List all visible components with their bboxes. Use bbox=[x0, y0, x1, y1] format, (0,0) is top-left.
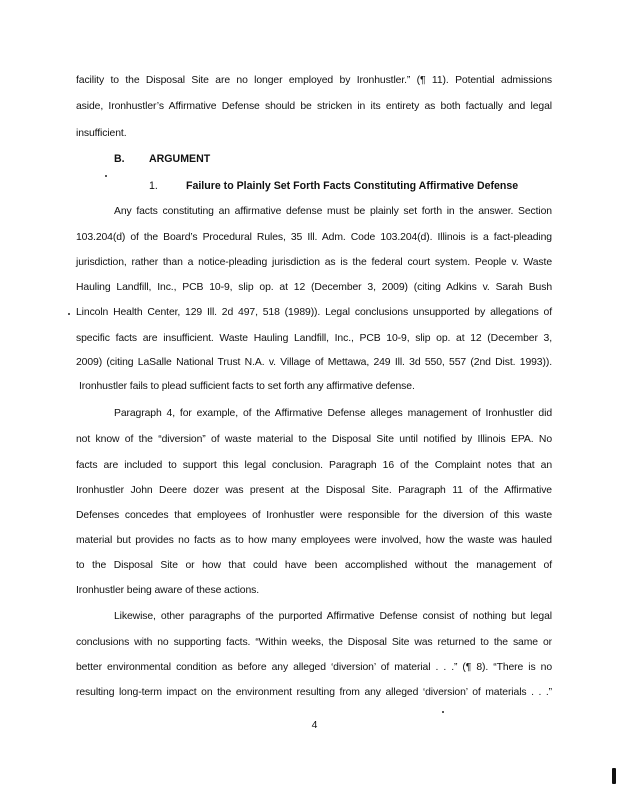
subsection-title: Failure to Plainly Set Forth Facts Constituting Affirmative Defense bbox=[186, 180, 519, 192]
para3-line-4: resulting long-term impact on the environment resulting from any alleged ‘diversion’ of materials . . .” bbox=[76, 687, 552, 698]
intro-line-2: aside, Ironhustler’s Affirmative Defense should be stricken in its entirety as both factually and legal bbox=[76, 101, 552, 112]
para2-line-1: Paragraph 4, for example, of the Affirmative Defense alleges management of Ironhustler did bbox=[114, 408, 552, 419]
intro-line-1: facility to the Disposal Site are no longer employed by Ironhustler.” (¶ 11). Potential admissions bbox=[76, 75, 552, 86]
para1-line-2: 103.204(d) of the Board’s Procedural Rules, 35 Ill. Adm. Code 103.204(d). Illinois is a fact-pleading bbox=[76, 232, 552, 243]
para3-line-2: conclusions with no supporting facts. “Within weeks, the Disposal Site was returned to the same or bbox=[76, 637, 552, 648]
scan-edge-mark bbox=[612, 768, 616, 784]
para2-line-2: not know of the “diversion” of waste material to the Disposal Site until notified by Illinois EPA. No bbox=[76, 434, 552, 445]
para2-line-3: facts are included to support this legal conclusion. Paragraph 16 of the Complaint notes that an bbox=[76, 460, 552, 471]
section-title: ARGUMENT bbox=[149, 153, 211, 165]
scan-speck bbox=[442, 711, 444, 713]
section-letter: B. bbox=[114, 153, 125, 165]
intro-line-3: insufficient. bbox=[76, 128, 127, 139]
subsection-number: 1. bbox=[149, 180, 158, 192]
para2-line-8: Ironhustler being aware of these actions. bbox=[76, 585, 260, 596]
para2-line-4: Ironhustler John Deere dozer was present at the Disposal Site. Paragraph 11 of the Affirmative bbox=[76, 485, 552, 496]
scan-speck bbox=[105, 175, 107, 177]
para1-line-6: specific facts are insufficient. Waste Hauling Landfill, Inc., PCB 10-9, slip op. at 12 (December 3, bbox=[76, 333, 552, 344]
para2-line-6: material but provides no facts as to how many employees were involved, how the waste was hauled bbox=[76, 535, 552, 546]
para1-line-5: Lincoln Health Center, 129 Ill. 2d 497, 518 (1989)). Legal conclusions unsupported by allegations of bbox=[76, 307, 552, 318]
para1-line-4: Hauling Landfill, Inc., PCB 10-9, slip op. at 12 (December 3, 2009) (citing Adkins v. Sarah Bush bbox=[76, 282, 552, 293]
para1-line-7: 2009) (citing LaSalle National Trust N.A. v. Village of Mettawa, 249 Ill. 3d 550, 557 (2nd Dist. 1993)). bbox=[76, 357, 552, 368]
para2-line-7: to the Disposal Site or how that could have been accomplished without the management of bbox=[76, 560, 552, 571]
para3-line-3: better environmental condition as before any alleged ‘diversion’ of material . . .” (¶ 8). “There is no bbox=[76, 662, 552, 673]
para2-line-5: Defenses concedes that employees of Ironhustler were responsible for the diversion of this waste bbox=[76, 510, 552, 521]
para1-line-8: Ironhustler fails to plead sufficient facts to set forth any affirmative defense. bbox=[79, 381, 415, 392]
para3-line-1: Likewise, other paragraphs of the purported Affirmative Defense consist of nothing but legal bbox=[114, 611, 552, 622]
page-number: 4 bbox=[311, 720, 318, 731]
para1-line-1: Any facts constituting an affirmative defense must be plainly set forth in the answer. Section bbox=[114, 206, 552, 217]
scan-speck bbox=[68, 313, 70, 315]
para1-line-3: jurisdiction, rather than a notice-pleading jurisdiction as is the federal court system. People v. Waste bbox=[76, 257, 552, 268]
